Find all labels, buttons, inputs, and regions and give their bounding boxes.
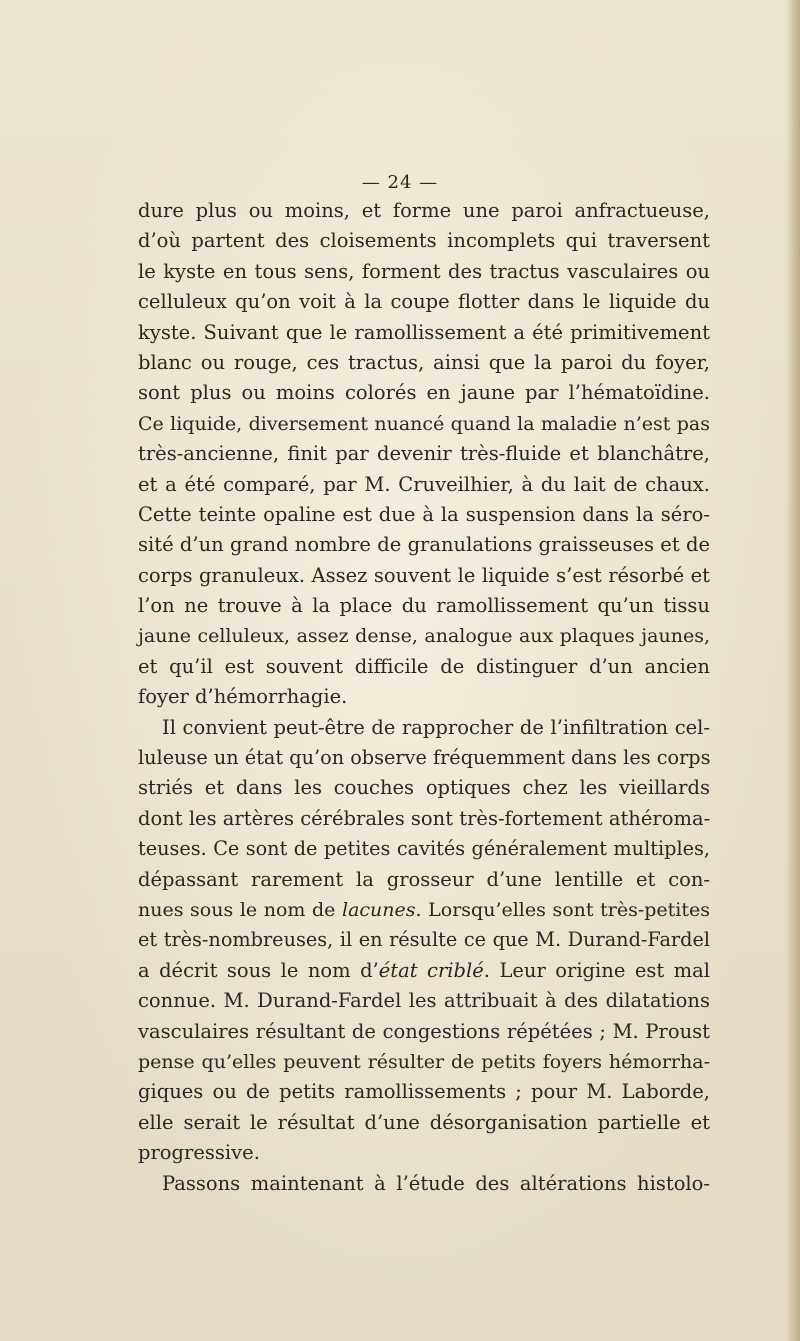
text-line: et a été comparé, par M. Cruveilhier, à du lait de chaux.: [138, 472, 710, 496]
text-line: l’on ne trouve à la place du ramollissement qu’un tissu: [138, 594, 710, 618]
text-line: Cette teinte opaline est due à la suspension dans la séro-: [138, 502, 710, 526]
text-line: sont plus ou moins colorés en jaune par l’hématoïdine.: [138, 381, 710, 405]
text-line: jaune celluleux, assez dense, analogue aux plaques jaunes,: [138, 625, 710, 648]
text-line: blanc ou rouge, ces tractus, ainsi que la paroi du foyer,: [138, 350, 710, 374]
text-segment: a décrit sous le nom d’: [138, 958, 379, 982]
text-line: progressive.: [138, 1141, 260, 1165]
text-segment: nues sous le nom de: [138, 898, 343, 921]
text-line: corps granuleux. Assez souvent le liquide s’est résorbé et: [138, 563, 710, 587]
text-line: teuses. Ce sont de petites cavités généralement multiples,: [138, 837, 710, 861]
text-line: [138, 895, 710, 925]
text-line: elle serait le résultat d’une désorganisation partielle et: [138, 1110, 710, 1134]
text-segment: . Lorsqu’elles sont très-petites: [415, 898, 710, 921]
page-edge: [786, 0, 800, 1341]
text-line: foyer d’hémorrhagie.: [138, 685, 348, 709]
text-line: sité d’un grand nombre de granulations graisseuses et de: [138, 533, 710, 557]
text-line: vasculaires résultant de congestions répétées ; M. Proust: [138, 1019, 710, 1043]
text-line: Passons maintenant à l’étude des altérations histolo-: [162, 1171, 710, 1195]
text-line: le kyste en tous sens, forment des tractus vasculaires ou: [138, 259, 710, 283]
text-line: d’où partent des cloisements incomplets qui traversent: [138, 229, 710, 253]
text-line: [138, 956, 710, 986]
text-line: celluleux qu’on voit à la coupe flotter dans le liquide du: [138, 290, 710, 314]
text-line: luleuse un état qu’on observe fréquemment dans les corps: [138, 746, 711, 770]
text-line: et qu’il est souvent difficile de distinguer d’un ancien: [138, 654, 710, 678]
italic-term: état criblé: [378, 958, 484, 982]
text-line: Il convient peut-être de rapprocher de l’infiltration cel-: [162, 715, 710, 739]
body-text: [138, 196, 710, 1199]
text-segment: . Leur origine est mal: [483, 958, 710, 982]
page-number: — 24 —: [361, 172, 439, 193]
text-line: connue. M. Durand-Fardel les attribuait à des dilatations: [138, 989, 710, 1013]
text-line: striés et dans les couches optiques chez les vieillards: [138, 776, 710, 800]
text-line: dépassant rarement la grosseur d’une lentille et con-: [138, 867, 710, 891]
text-line: très-ancienne, finit par devenir très-fluide et blanchâtre,: [138, 442, 710, 466]
italic-term: lacunes: [342, 898, 416, 921]
text-line: dure plus ou moins, et forme une paroi anfractueuse,: [138, 199, 710, 222]
text-line: dont les artères cérébrales sont très-fortement athéroma-: [138, 806, 711, 830]
text-line: Ce liquide, diversement nuancé quand la maladie n’est pas: [138, 412, 710, 435]
text-line: et très-nombreuses, il en résulte ce que M. Durand-Fardel: [138, 928, 710, 952]
text-line: kyste. Suivant que le ramollissement a été primitivement: [138, 320, 710, 344]
text-line: pense qu’elles peuvent résulter de petits foyers hémorrha-: [138, 1050, 710, 1073]
text-line: giques ou de petits ramollissements ; pour M. Laborde,: [138, 1080, 710, 1104]
